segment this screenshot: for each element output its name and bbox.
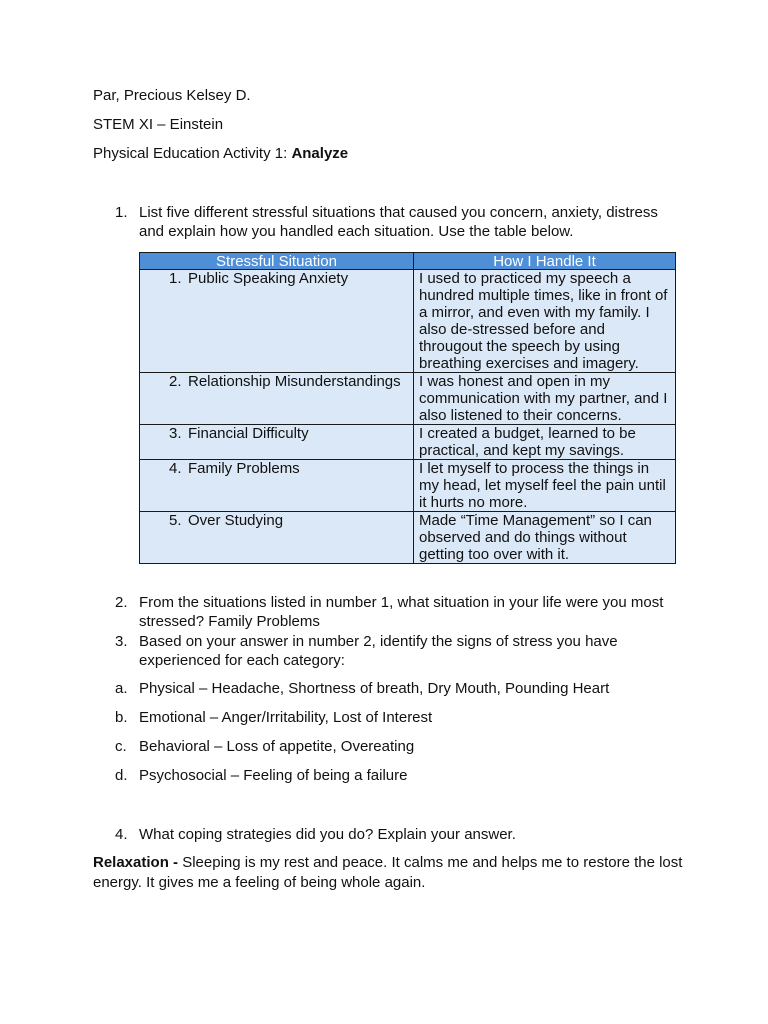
situation-cell: [140, 460, 414, 512]
table-row: [140, 270, 676, 373]
situation-cell: [140, 270, 414, 373]
question-number: 4.: [115, 826, 128, 843]
activity-title: [93, 145, 348, 163]
row-number: 5.: [169, 512, 182, 529]
situation-text: Over Studying: [188, 512, 284, 529]
question-number: 2.: [115, 594, 128, 611]
sign-text: Emotional – Anger/Irritability, Lost of Interest: [139, 709, 433, 726]
class-section: STEM XI – Einstein: [93, 116, 224, 133]
situation-cell: [140, 425, 414, 460]
question-4: [93, 825, 683, 844]
handle-cell: I used to practiced my speech a hundred multiple times, like in front of a mirror, and even with my family. I also de-stressed before and througout the speech by using breathing exercises and imagery.: [414, 270, 676, 373]
question-text: What coping strategies did you do? Explain your answer.: [139, 826, 516, 843]
handle-cell: I created a budget, learned to be practical, and kept my savings.: [414, 425, 676, 460]
sign-text: Physical – Headache, Shortness of breath, Dry Mouth, Pounding Heart: [139, 680, 610, 697]
row-number: 1.: [169, 270, 182, 287]
sign-letter: d.: [115, 767, 128, 784]
sign-item-psychosocial: [93, 767, 683, 785]
sign-text: Psychosocial – Feeling of being a failure: [139, 767, 408, 784]
situation-text: Relationship Misunderstandings: [188, 373, 401, 390]
sign-text: Behavioral – Loss of appetite, Overeating: [139, 738, 415, 755]
row-number: 4.: [169, 460, 182, 477]
sign-item-physical: [93, 680, 683, 698]
handle-cell: I was honest and open in my communication with my partner, and I also listened to their concerns.: [414, 373, 676, 425]
table-row: [140, 460, 676, 512]
handle-cell: Made “Time Management” so I can observed and do things without getting too over with it.: [414, 512, 676, 564]
sign-letter: a.: [115, 680, 128, 697]
table-row: [140, 425, 676, 460]
answer-label: Relaxation -: [93, 854, 179, 871]
sign-item-behavioral: [93, 738, 683, 756]
situation-text: Public Speaking Anxiety: [188, 270, 349, 287]
table-row: [140, 512, 676, 564]
stress-table: [139, 252, 676, 564]
sign-letter: b.: [115, 709, 128, 726]
column-header: How I Handle It: [414, 253, 676, 270]
sign-letter: c.: [115, 738, 127, 755]
question-2: [93, 593, 683, 631]
column-header: Stressful Situation: [140, 253, 414, 270]
question-number: 3.: [115, 633, 128, 650]
coping-answer: [93, 853, 683, 893]
situation-cell: [140, 512, 414, 564]
activity-bold: Analyze: [291, 145, 349, 162]
row-number: 2.: [169, 373, 182, 390]
question-3: [93, 632, 683, 670]
situation-cell: [140, 373, 414, 425]
situation-text: Financial Difficulty: [188, 425, 309, 442]
activity-prefix: Physical Education Activity 1:: [93, 145, 292, 162]
sign-item-emotional: [93, 709, 683, 727]
table-header-row: [140, 253, 676, 270]
answer-text: Sleeping is my rest and peace. It calms me and helps me to restore the lost energy. It gives me a feeling of being whole again.: [93, 854, 683, 891]
row-number: 3.: [169, 425, 182, 442]
question-text: From the situations listed in number 1, what situation in your life were you most stressed? Family Problems: [139, 594, 664, 630]
question-1: [93, 203, 683, 241]
handle-cell: I let myself to process the things in my head, let myself feel the pain until it hurts no more.: [414, 460, 676, 512]
student-name: Par, Precious Kelsey D.: [93, 87, 251, 104]
question-number: 1.: [115, 204, 128, 221]
question-text: Based on your answer in number 2, identify the signs of stress you have experienced for each category:: [139, 633, 618, 669]
question-text: List five different stressful situations that caused you concern, anxiety, distress and explain how you handled each situation. Use the table below.: [139, 204, 658, 240]
situation-text: Family Problems: [188, 460, 300, 477]
table-row: [140, 373, 676, 425]
